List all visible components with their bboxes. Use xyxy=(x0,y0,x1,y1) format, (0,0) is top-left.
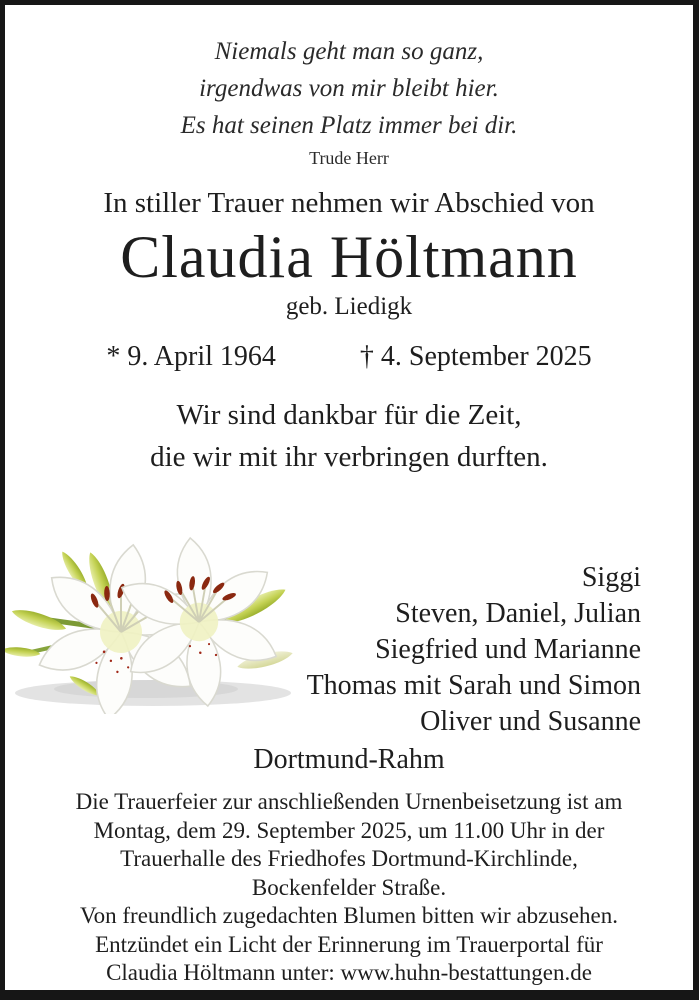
mourners-location: Dortmund-Rahm xyxy=(253,744,445,775)
deceased-name: Claudia Höltmann xyxy=(120,224,578,290)
mourner-line: Steven, Daniel, Julian xyxy=(395,598,641,629)
mourner-line: Thomas mit Sarah und Simon xyxy=(306,670,641,701)
funeral-info-line: Bockenfelder Straße. xyxy=(251,874,447,900)
quote-attribution: Trude Herr xyxy=(309,148,389,168)
intro-line: In stiller Trauer nehmen wir Abschied von xyxy=(103,187,595,219)
tribute-text xyxy=(5,394,693,478)
mourner-line: Siegfried und Marianne xyxy=(375,634,641,665)
quote-line: Es hat seinen Platz immer bei dir. xyxy=(180,112,518,139)
funeral-information xyxy=(5,788,693,988)
funeral-info-line: Von freundlich zugedachten Blumen bitten wir abzusehen. xyxy=(80,903,618,928)
funeral-info-line: Entzündet ein Licht der Erinnerung im Trauerportal für xyxy=(95,931,603,957)
maiden-name: geb. Liedigk xyxy=(285,293,413,320)
birth-date: * 9. April 1964 xyxy=(106,341,276,372)
life-dates xyxy=(5,340,693,374)
quote-line: irgendwas von mir bleibt hier. xyxy=(199,75,499,102)
obituary-content xyxy=(5,5,693,988)
tribute-line: Wir sind dankbar für die Zeit, xyxy=(176,399,522,431)
memorial-quote xyxy=(5,33,693,170)
funeral-info-line: Trauerhalle des Friedhofes Dortmund-Kirchlinde, xyxy=(120,846,578,871)
mourners-list xyxy=(5,478,693,740)
tribute-line: die wir mit ihr verbringen durften. xyxy=(150,441,548,473)
funeral-info-line: Montag, dem 29. September 2025, um 11.00 Uhr in der xyxy=(93,817,605,843)
funeral-info-line: Die Trauerfeier zur anschließenden Urnenbeisetzung ist am xyxy=(75,789,623,814)
mourner-line: Siggi xyxy=(581,562,641,593)
mourner-line: Oliver und Susanne xyxy=(420,706,641,737)
funeral-info-line: Claudia Höltmann unter: www.huhn-bestattungen.de xyxy=(106,960,592,985)
death-date: † 4. September 2025 xyxy=(359,341,592,372)
quote-line: Niemals geht man so ganz, xyxy=(214,38,484,65)
flower-and-mourners-section xyxy=(5,478,693,742)
